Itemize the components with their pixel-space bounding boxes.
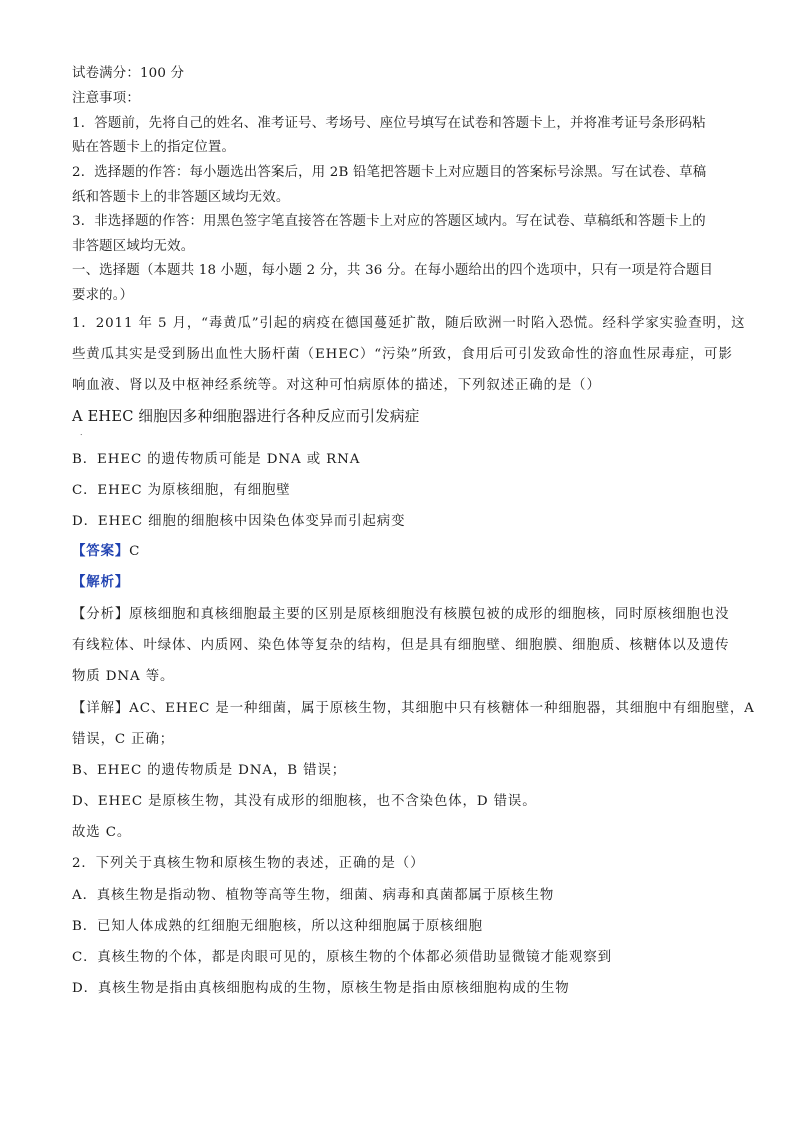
option-a-dot: ．: [80, 428, 88, 437]
analysis-label: 【解析】: [72, 574, 130, 590]
question-2-option-d: D．真核生物是指由真核细胞构成的生物，原核生物是指由原核细胞构成的生物: [72, 981, 570, 996]
notice-line: 2．选择题的作答：每小题选出答案后，用 2B 铅笔把答题卡上对应题目的答案标号涂黑。写在试卷、草稿: [72, 165, 707, 180]
question-1-option-a: A EHEC 细胞因多种细胞器进行各种反应而引发病症: [72, 408, 420, 425]
question-1-stem: 响血液、肾以及中枢神经系统等。对这种可怕病原体的描述，下列叙述正确的是（）: [72, 378, 601, 393]
xiangjie-text: AC、EHEC 是一种细菌，属于原核生物，其细胞中只有核糖体一种细胞器，其细胞中有细胞壁，A: [129, 701, 755, 716]
notice-line: 1．答题前，先将自己的姓名、准考证号、考场号、座位号填写在试卷和答题卡上，并将准考证号条形码粘: [72, 116, 706, 131]
full-score: 试卷满分：100 分: [72, 66, 185, 81]
fenxi-text: 物质 DNA 等。: [72, 669, 175, 684]
notice-title: 注意事项：: [72, 91, 140, 106]
notice-line: 贴在答题卡上的指定位置。: [72, 140, 236, 155]
notice-line: 纸和答题卡上的非答题区域均无效。: [72, 190, 290, 205]
question-1-option-c: C．EHEC 为原核细胞，有细胞壁: [72, 483, 291, 498]
section-heading: 一、选择题（本题共 18 小题，每小题 2 分，共 36 分。在每小题给出的四个选项中，只有一项是符合题目: [72, 263, 714, 278]
question-2-option-a: A．真核生物是指动物、植物等高等生物，细菌、病毒和真菌都属于原核生物: [72, 888, 555, 903]
question-2-stem: 2．下列关于真核生物和原核生物的表述，正确的是（）: [72, 856, 425, 871]
answer-label: 【答案】: [72, 543, 130, 559]
fenxi-line: [72, 607, 732, 623]
question-2-option-c: C．真核生物的个体，都是肉眼可见的，原核生物的个体都必须借助显微镜才能观察到: [72, 950, 612, 965]
xiangjie-text: B、EHEC 的遗传物质是 DNA，B 错误；: [72, 763, 347, 778]
xiangjie-text: D、EHEC 是原核生物，其没有成形的细胞核，也不含染色体，D 错误。: [72, 794, 537, 809]
answer-value: C: [129, 544, 141, 559]
question-1-stem: 些黄瓜其实是受到肠出血性大肠杆菌（EHEC）“污染”所致，食用后可引发致命性的溶血性尿毒症，可影: [72, 347, 733, 362]
section-heading-cont: 要求的。）: [72, 288, 134, 303]
answer-line: [72, 543, 732, 560]
analysis-line: [72, 574, 732, 591]
notice-line: 非答题区域均无效。: [72, 239, 195, 254]
question-2-option-b: B．已知人体成熟的红细胞无细胞核，所以这种细胞属于原核细胞: [72, 919, 483, 934]
notice-line: 3．非选择题的作答：用黑色签字笔直接答在答题卡上对应的答题区域内。写在试卷、草稿纸和答题卡上的: [72, 214, 706, 229]
question-1-option-b: B．EHEC 的遗传物质可能是 DNA 或 RNA: [72, 452, 361, 467]
question-1-stem: 1．2011 年 5 月，“毒黄瓜”引起的病疫在德国蔓延扩散，随后欧洲一时陷入恐慌。经科学家实验查明，这: [72, 316, 746, 331]
xiangjie-line: [72, 701, 755, 717]
xiangjie-label: 【详解】: [72, 701, 130, 716]
fenxi-text: 原核细胞和真核细胞最主要的区别是原核细胞没有核膜包被的成形的细胞核，同时原核细胞也没: [129, 607, 730, 622]
fenxi-text: 有线粒体、叶绿体、内质网、染色体等复杂的结构，但是具有细胞壁、细胞膜、细胞质、核糖体以及遗传: [72, 638, 730, 653]
fenxi-label: 【分析】: [72, 607, 130, 622]
xiangjie-text: 故选 C。: [72, 825, 132, 840]
xiangjie-text: 错误，C 正确；: [72, 732, 175, 747]
question-1-option-d: D．EHEC 细胞的细胞核中因染色体变异而引起病变: [72, 514, 406, 529]
